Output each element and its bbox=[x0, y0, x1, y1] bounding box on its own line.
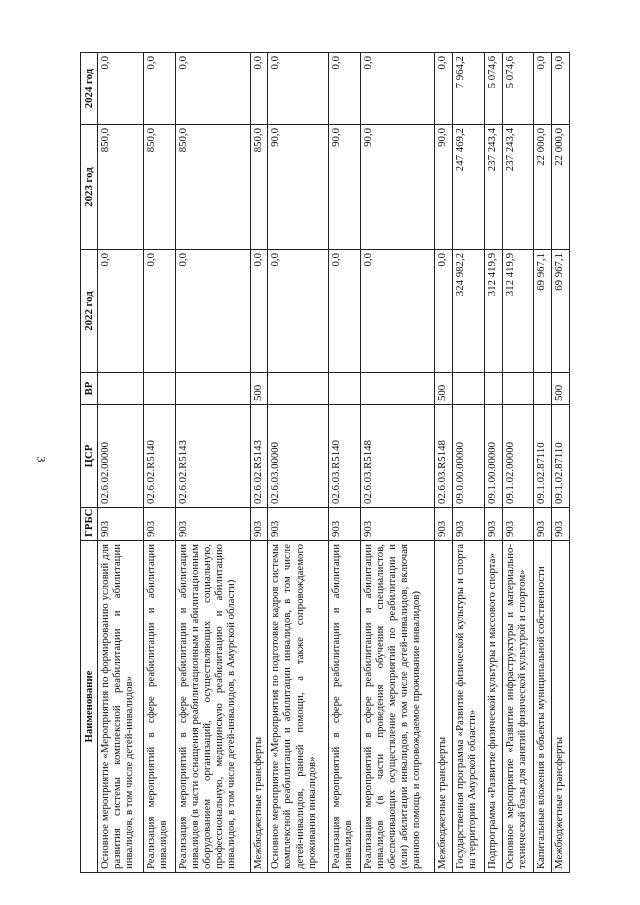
cell-vr bbox=[98, 373, 144, 405]
cell-csr: 09.1.02.87110 bbox=[534, 405, 552, 508]
cell-y2022: 0,0 bbox=[176, 250, 251, 373]
cell-y2023: 237 243,4 bbox=[484, 125, 502, 250]
rotated-page bbox=[80, 53, 570, 873]
cell-grbs: 903 bbox=[360, 508, 435, 541]
cell-csr: 02.6.03.00000 bbox=[268, 405, 328, 508]
cell-name: Подпрограмма «Развитие физической культуры и массового спорта» bbox=[484, 541, 502, 873]
cell-y2024: 0,0 bbox=[552, 53, 570, 125]
header-name: Наименование bbox=[81, 541, 98, 873]
cell-grbs: 903 bbox=[268, 508, 328, 541]
cell-vr bbox=[484, 373, 502, 405]
cell-csr: 09.1.02.00000 bbox=[502, 405, 534, 508]
header-2024: 2024 год bbox=[81, 53, 98, 125]
cell-y2024: 0,0 bbox=[268, 53, 328, 125]
cell-vr: 500 bbox=[552, 373, 570, 405]
table-row bbox=[360, 53, 435, 873]
cell-y2023: 850,0 bbox=[176, 125, 251, 250]
cell-y2022: 0,0 bbox=[360, 250, 435, 373]
table-row bbox=[552, 53, 570, 873]
table-row bbox=[534, 53, 552, 873]
header-csr: ЦСР bbox=[81, 405, 98, 508]
cell-csr: 02.6.02.R5140 bbox=[144, 405, 176, 508]
header-vr: ВР bbox=[81, 373, 98, 405]
cell-grbs: 903 bbox=[552, 508, 570, 541]
cell-y2023: 850,0 bbox=[98, 125, 144, 250]
cell-vr bbox=[534, 373, 552, 405]
header-2022: 2022 год bbox=[81, 250, 98, 373]
cell-csr: 02.6.03.R5140 bbox=[328, 405, 360, 508]
cell-y2022: 0,0 bbox=[250, 250, 268, 373]
cell-y2023: 90,0 bbox=[360, 125, 435, 250]
cell-name: Межбюджетные трансферты bbox=[435, 541, 453, 873]
cell-y2022: 0,0 bbox=[144, 250, 176, 373]
cell-y2024: 0,0 bbox=[435, 53, 453, 125]
cell-csr: 09.0.00.00000 bbox=[452, 405, 484, 508]
budget-table bbox=[80, 52, 570, 873]
cell-csr: 02.6.02.R5143 bbox=[250, 405, 268, 508]
cell-name: Реализация мероприятий в сфере реабилитации и абилитации инвалидов bbox=[328, 541, 360, 873]
cell-y2023: 90,0 bbox=[435, 125, 453, 250]
table-row bbox=[144, 53, 176, 873]
cell-y2024: 0,0 bbox=[360, 53, 435, 125]
cell-grbs: 903 bbox=[502, 508, 534, 541]
cell-name: Реализация мероприятий в сфере реабилитации и абилитации инвалидов (в части проведения обучения специалистов, обеспечивающих осуществление мероприятий по реабилитации и (или) абилитации инвалидов, в том числе детей-инвалидов, включая раннюю помощь и сопровождаемое проживание инвалидов) bbox=[360, 541, 435, 873]
cell-csr: 09.1.00.00000 bbox=[484, 405, 502, 508]
cell-name: Межбюджетные трансферты bbox=[250, 541, 268, 873]
cell-y2022: 312 419,9 bbox=[484, 250, 502, 373]
cell-y2023: 22 000,0 bbox=[534, 125, 552, 250]
cell-grbs: 903 bbox=[98, 508, 144, 541]
cell-y2022: 69 967,1 bbox=[552, 250, 570, 373]
cell-vr: 500 bbox=[250, 373, 268, 405]
page-number: 3 bbox=[34, 456, 49, 463]
cell-y2023: 90,0 bbox=[268, 125, 328, 250]
cell-name: Основное мероприятие «Мероприятия по формированию условий для развития системы комплексной реабилитации и абилитации инвалидов, в том числе детей-инвалидов» bbox=[98, 541, 144, 873]
cell-y2022: 324 982,2 bbox=[452, 250, 484, 373]
cell-name: Основное мероприятие «Мероприятия по подготовке кадров системы комплексной реабилитации и абилитации инвалидов, в том числе детей-инвалидов, ранней помощи, а также сопровождаемого проживания инвалидов» bbox=[268, 541, 328, 873]
table-row bbox=[268, 53, 328, 873]
cell-y2024: 7 964,2 bbox=[452, 53, 484, 125]
cell-name: Межбюджетные трансферты bbox=[552, 541, 570, 873]
cell-y2024: 0,0 bbox=[176, 53, 251, 125]
cell-y2024: 0,0 bbox=[534, 53, 552, 125]
cell-name: Основное мероприятие «Развитие инфраструктуры и материально-технической базы для занятий физической культурой и спортом» bbox=[502, 541, 534, 873]
cell-csr: 02.6.03.R5148 bbox=[360, 405, 435, 508]
table-row bbox=[328, 53, 360, 873]
cell-y2023: 850,0 bbox=[250, 125, 268, 250]
cell-y2022: 0,0 bbox=[98, 250, 144, 373]
cell-grbs: 903 bbox=[534, 508, 552, 541]
cell-csr: 02.6.02.00000 bbox=[98, 405, 144, 508]
header-grbs: ГРБС bbox=[81, 508, 98, 541]
cell-csr: 09.1.02.87110 bbox=[552, 405, 570, 508]
cell-vr bbox=[268, 373, 328, 405]
cell-y2022: 312 419,9 bbox=[502, 250, 534, 373]
cell-y2023: 22 000,0 bbox=[552, 125, 570, 250]
cell-csr: 02.6.03.R5148 bbox=[435, 405, 453, 508]
cell-y2023: 247 469,2 bbox=[452, 125, 484, 250]
table-row bbox=[502, 53, 534, 873]
cell-name: Реализация мероприятий в сфере реабилитации и абилитации инвалидов (в части оснащения реабилитационным и абилитационным оборудованием организаций, осуществляющих социальную, профессиональную, медицинскую реабилитацию и абилитацию инвалидов, в том числе детей-инвалидов, в Амурской области) bbox=[176, 541, 251, 873]
cell-y2023: 237 243,4 bbox=[502, 125, 534, 250]
cell-y2022: 0,0 bbox=[435, 250, 453, 373]
cell-y2022: 0,0 bbox=[328, 250, 360, 373]
cell-y2024: 0,0 bbox=[250, 53, 268, 125]
cell-grbs: 903 bbox=[144, 508, 176, 541]
cell-vr bbox=[176, 373, 251, 405]
table-row bbox=[435, 53, 453, 873]
cell-name: Государственная программа «Развитие физической культуры и спорта на территории Амурской области» bbox=[452, 541, 484, 873]
cell-vr bbox=[502, 373, 534, 405]
cell-y2024: 5 074,6 bbox=[484, 53, 502, 125]
cell-vr bbox=[360, 373, 435, 405]
cell-vr bbox=[452, 373, 484, 405]
table-body bbox=[98, 53, 570, 873]
cell-vr bbox=[144, 373, 176, 405]
cell-vr bbox=[328, 373, 360, 405]
cell-vr: 500 bbox=[435, 373, 453, 405]
cell-y2024: 0,0 bbox=[328, 53, 360, 125]
cell-y2023: 90,0 bbox=[328, 125, 360, 250]
table-row bbox=[98, 53, 144, 873]
cell-y2024: 5 074,6 bbox=[502, 53, 534, 125]
cell-y2022: 0,0 bbox=[268, 250, 328, 373]
table-row bbox=[484, 53, 502, 873]
cell-grbs: 903 bbox=[328, 508, 360, 541]
cell-y2024: 0,0 bbox=[144, 53, 176, 125]
table-row bbox=[250, 53, 268, 873]
table-row bbox=[176, 53, 251, 873]
cell-grbs: 903 bbox=[452, 508, 484, 541]
cell-y2023: 850,0 bbox=[144, 125, 176, 250]
cell-y2024: 0,0 bbox=[98, 53, 144, 125]
cell-grbs: 903 bbox=[250, 508, 268, 541]
table-header-row bbox=[81, 53, 98, 873]
cell-name: Реализация мероприятий в сфере реабилитации и абилитации инвалидов bbox=[144, 541, 176, 873]
cell-grbs: 903 bbox=[435, 508, 453, 541]
cell-csr: 02.6.02.R5143 bbox=[176, 405, 251, 508]
cell-name: Капитальные вложения в объекты муниципальной собственности bbox=[534, 541, 552, 873]
cell-y2022: 69 967,1 bbox=[534, 250, 552, 373]
header-2023: 2023 год bbox=[81, 125, 98, 250]
cell-grbs: 903 bbox=[484, 508, 502, 541]
cell-grbs: 903 bbox=[176, 508, 251, 541]
table-row bbox=[452, 53, 484, 873]
